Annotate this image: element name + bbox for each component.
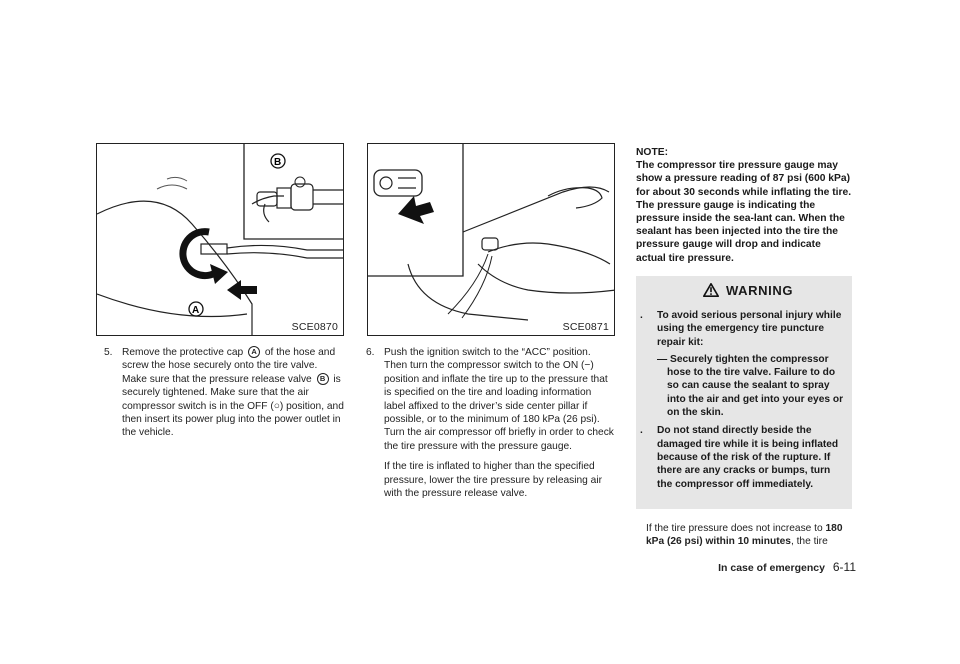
dash: —	[657, 353, 668, 365]
page-number: 6-11	[832, 560, 856, 574]
step-paragraph: Push the ignition switch to the “ACC” position. Then turn the compressor switch to the ON (−) position and inflate the tire up to the pressure that is specified on the tire and loading information label affixed to the driver’s side center pillar if possible, or to the minimum of 180 kPa (26 psi). Turn the air compressor off briefly in order to check the tire pressure with the pressure gauge.	[384, 347, 614, 452]
section-name: In case of emergency	[718, 562, 825, 574]
step-number: 5.	[104, 347, 113, 358]
step-text: ) position, and then insert its power plug into the power outlet in the vehicle.	[122, 400, 344, 439]
warning-subitem	[657, 353, 846, 419]
note-title: NOTE:	[636, 147, 669, 158]
step-text: of the hose and screw the hose securely onto the tire valve. Make sure that the pressure release valve	[122, 347, 336, 385]
step-paragraph: If the tire is inflated to higher than the specified pressure, lower the tire pressure by releasing air with the pressure release valve.	[384, 461, 602, 500]
note-text: The compressor tire pressure gauge may show a pressure reading of 87 psi (600 kPa) for about 30 seconds while inflating the tire. The pressure gauge is indicating the pressure inside the sea-lant can. When the sealant has been injected into the tire the pressure gauge will drop and indicate actual tire pressure.	[636, 160, 852, 264]
warning-box	[636, 276, 852, 509]
off-symbol-icon: ○	[273, 400, 280, 412]
figure-code: SCE0871	[562, 321, 609, 333]
note-block	[636, 146, 852, 265]
paragraph-text: If the tire pressure does not increase to	[646, 523, 826, 534]
warning-item	[640, 424, 846, 490]
ref-b-icon: B	[317, 373, 329, 385]
hose-illustration	[97, 144, 344, 336]
warning-item-text: To avoid serious personal injury while using the emergency tire puncture repair kit:	[657, 310, 842, 348]
step-5	[104, 346, 344, 440]
ignition-illustration	[368, 144, 615, 336]
continuation-paragraph	[646, 522, 854, 549]
label-a: A	[192, 305, 200, 316]
bullet: .	[640, 425, 643, 437]
paragraph-emphasis: 180 kPa (26 psi) within 10 minutes	[646, 523, 843, 548]
ref-a-icon: A	[248, 346, 260, 358]
bullet: .	[640, 310, 643, 321]
figure-compressor-hose	[96, 143, 344, 336]
step-number: 6.	[366, 347, 375, 358]
figure-ignition-switch	[367, 143, 615, 336]
step-6	[366, 346, 614, 507]
warning-item-text: Do not stand directly beside the damaged tire while it is being inflated because of the risk of the rupture. If there are any cracks or bumps, turn the compressor off immediately.	[657, 425, 839, 490]
warning-list	[640, 309, 846, 496]
figure-code: SCE0870	[291, 321, 338, 333]
step-text: Remove the protective cap	[122, 347, 244, 358]
page-footer	[600, 560, 856, 574]
label-b: B	[274, 157, 282, 168]
warning-triangle-icon	[703, 283, 719, 297]
step-text: is securely tightened. Make sure that the air compressor switch is in the OFF (	[122, 373, 341, 412]
warning-header	[636, 278, 852, 304]
paragraph-text: , the tire	[790, 536, 828, 548]
warning-title: WARNING	[726, 283, 794, 298]
warning-subitem-text: Securely tighten the compressor hose to the tire valve. Failure to do so can cause the sealant to spray into the air and get into your eyes or on the skin.	[667, 353, 844, 419]
warning-item	[640, 309, 846, 419]
